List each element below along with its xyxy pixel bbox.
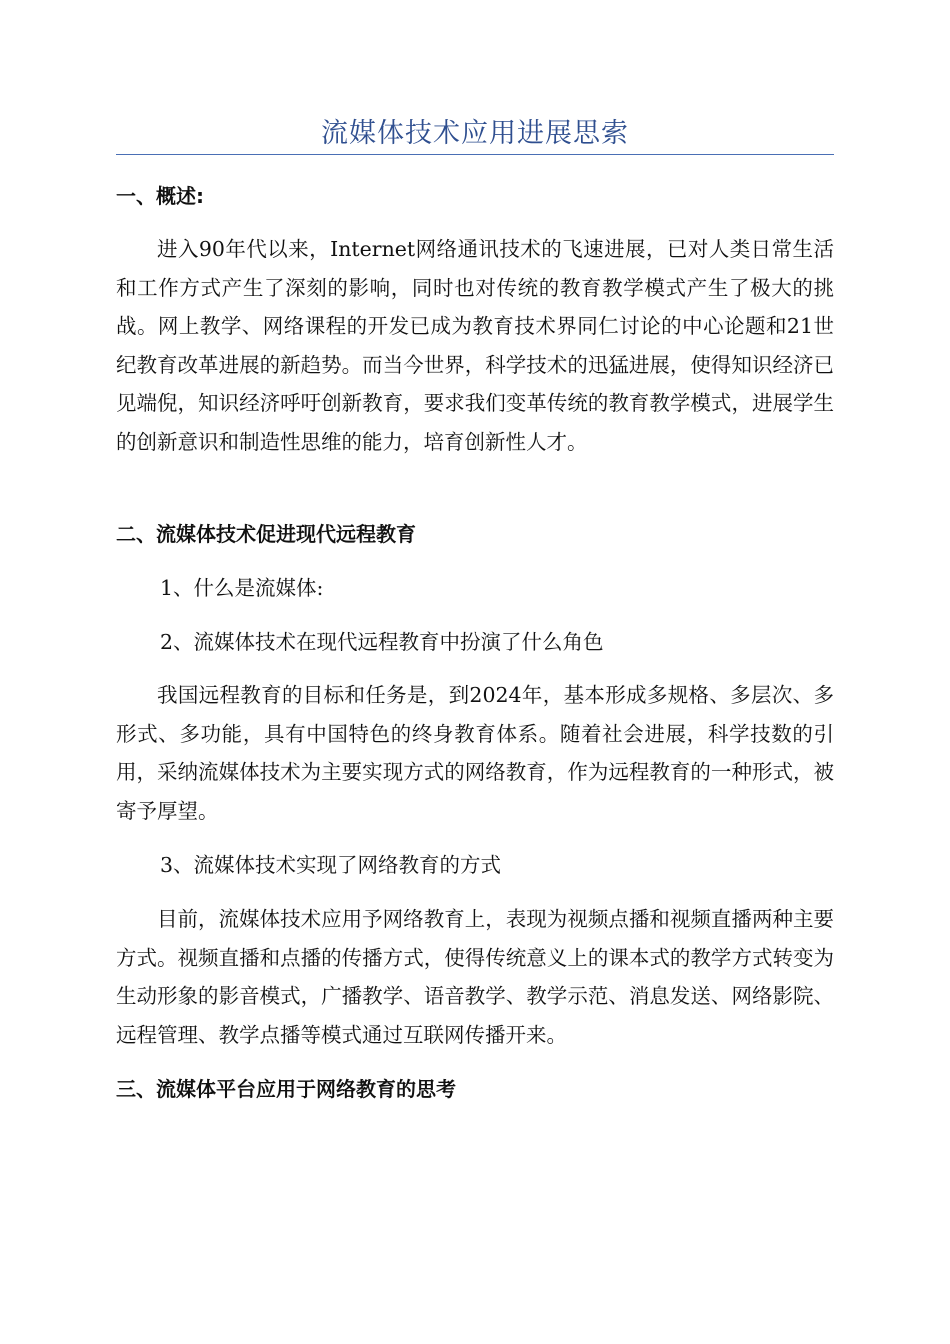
list-item-what-is-streaming: 1、什么是流媒体: [160, 576, 324, 600]
section-heading-overview: 一、概述: [116, 184, 204, 208]
network-education-paragraph: 目前，流媒体技术应用予网络教育上，表现为视频点播和视频直播两种主要方式。视频直播和点播的传播方式，使得传统意义上的课本式的教学方式转变为生动形象的影音模式，广播教学、语音教学、教学示范、消息发送、网络影院、远程管理、教学点播等模式通过互联网传播开来。 [116, 907, 834, 1047]
list-item-network-education-method: 3、流媒体技术实现了网络教育的方式 [160, 853, 502, 877]
section-heading-platform-thinking: 三、流媒体平台应用于网络教育的思考 [116, 1077, 456, 1101]
list-item-streaming-role: 2、流媒体技术在现代远程教育中扮演了什么角色 [160, 630, 604, 654]
section-heading-streaming-education: 二、流媒体技术促进现代远程教育 [116, 522, 416, 546]
document-title: 流媒体技术应用进展思索 [321, 118, 629, 149]
overview-paragraph: 进入90年代以来，Internet网络通讯技术的飞速进展，已对人类日常生活和工作方式产生了深刻的影响，同时也对传统的教育教学模式产生了极大的挑战。网上教学、网络课程的开发已成为教育技术界同仁讨论的中心论题和21世纪教育改革进展的新趋势。而当今世界，科学技术的迅猛进展，使得知识经济已见端倪，知识经济呼吁创新教育，要求我们变革传统的教育教学模式，进展学生的创新意识和制造性思维的能力，培育创新性人才。 [116, 237, 834, 454]
remote-education-paragraph: 我国远程教育的目标和任务是，到2024年，基本形成多规格、多层次、多形式、多功能，具有中国特色的终身教育体系。随着社会进展，科学技数的引用，采纳流媒体技术为主要实现方式的网络教育，作为远程教育的一种形式，被寄予厚望。 [116, 683, 834, 823]
title-divider [116, 154, 834, 155]
